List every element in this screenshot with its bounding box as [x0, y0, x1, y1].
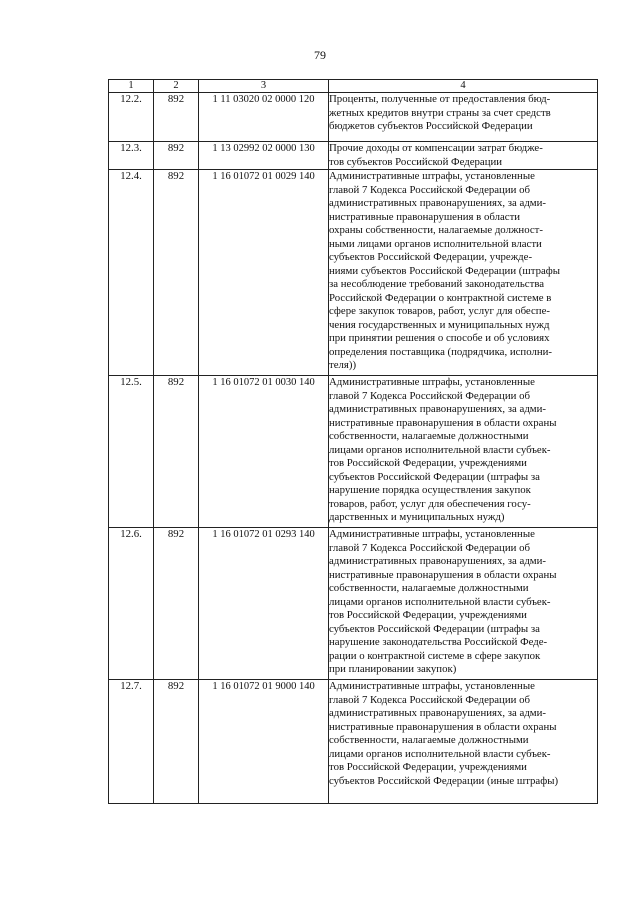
row-number-cell: 12.2.: [109, 93, 154, 142]
description-line: нистративные правонарушения в области охраны: [329, 720, 557, 733]
description-line: Проценты, полученные от предоставления бюд-: [329, 93, 551, 105]
description-line: главой 7 Кодекса Российской Федерации об: [329, 389, 530, 402]
description-line: нистративные правонарушения в области: [329, 210, 521, 223]
description-line: нистративные правонарушения в области охраны: [329, 416, 557, 429]
table-row: [109, 93, 598, 142]
budget-revenue-table: [108, 79, 598, 804]
description-line: тов Российской Федерации, учреждениями: [329, 761, 527, 773]
revenue-code-cell: 1 16 01072 01 9000 140: [199, 680, 329, 804]
table-header-row: [109, 80, 598, 93]
column-header-2: 2: [154, 80, 199, 93]
description-line: лицами органов исполнительной власти субъек-: [329, 443, 551, 456]
revenue-description-cell: [329, 170, 598, 376]
revenue-description-cell: [329, 142, 598, 170]
description-line: рации о контрактной системе в сфере закупок: [329, 649, 541, 662]
administrator-code-cell: 892: [154, 680, 199, 804]
row-number-cell: 12.4.: [109, 170, 154, 376]
description-line: собственности, налагаемые должностными: [329, 430, 529, 442]
table-row: [109, 376, 598, 528]
description-line: субъектов Российской Федерации (штрафы за: [329, 470, 540, 483]
description-line: чения государственных и муниципальных нужд: [329, 318, 550, 331]
description-line: бюджетов субъектов Российской Федерации: [329, 120, 533, 132]
revenue-description-cell: [329, 528, 598, 680]
description-line: за несоблюдение требований законодательства: [329, 278, 545, 290]
revenue-code-cell: 1 11 03020 02 0000 120: [199, 93, 329, 142]
description-line: Российской Федерации о контрактной системе в: [329, 291, 552, 304]
revenue-code-cell: 1 13 02992 02 0000 130: [199, 142, 329, 170]
description-line: жетных кредитов внутри страны за счет средств: [329, 106, 551, 119]
description-line: лицами органов исполнительной власти субъек-: [329, 595, 551, 608]
column-header-3: 3: [199, 80, 329, 93]
table-row: [109, 680, 598, 804]
description-line: административных правонарушениях, за адми-: [329, 197, 547, 209]
description-line: тов Российской Федерации, учреждениями: [329, 457, 527, 469]
description-line: собственности, налагаемые должностными: [329, 734, 529, 746]
column-header-1: 1: [109, 80, 154, 93]
description-line: административных правонарушениях, за адми-: [329, 403, 547, 415]
description-line: при планировании закупок): [329, 663, 457, 675]
description-line: Административные штрафы, установленные: [329, 376, 535, 388]
page-number: 79: [314, 48, 326, 62]
administrator-code-cell: 892: [154, 142, 199, 170]
description-line: Административные штрафы, установленные: [329, 528, 535, 540]
description-line: Административные штрафы, установленные: [329, 680, 535, 692]
description-line: дарственных и муниципальных нужд): [329, 511, 505, 523]
description-line: нистративные правонарушения в области охраны: [329, 568, 557, 581]
description-line: ниями субъектов Российской Федерации (штрафы: [329, 264, 561, 277]
row-number-cell: 12.5.: [109, 376, 154, 528]
revenue-description-cell: [329, 376, 598, 528]
description-line: лицами органов исполнительной власти субъек-: [329, 747, 551, 760]
revenue-code-cell: 1 16 01072 01 0030 140: [199, 376, 329, 528]
row-number-cell: 12.3.: [109, 142, 154, 170]
description-line: теля)): [329, 359, 357, 371]
description-line: субъектов Российской Федерации, учрежде-: [329, 251, 533, 263]
revenue-code-cell: 1 16 01072 01 0029 140: [199, 170, 329, 376]
description-line: нарушение законодательства Российской Феде-: [329, 636, 548, 648]
description-line: тов Российской Федерации, учреждениями: [329, 609, 527, 621]
description-line: собственности, налагаемые должностными: [329, 582, 529, 594]
description-line: субъектов Российской Федерации (штрафы за: [329, 622, 540, 635]
description-line: при принятии решения о способе и об условиях: [329, 332, 550, 344]
table-row: [109, 528, 598, 680]
description-line: нарушение порядка осуществления закупок: [329, 484, 531, 496]
description-line: определения поставщика (подрядчика, исполни-: [329, 345, 552, 358]
description-line: Административные штрафы, установленные: [329, 170, 535, 182]
description-line: главой 7 Кодекса Российской Федерации об: [329, 693, 530, 706]
column-header-4: 4: [329, 80, 598, 93]
description-line: сфере закупок товаров, работ, услуг для обеспе-: [329, 305, 550, 317]
revenue-description-cell: [329, 680, 598, 804]
description-line: ными лицами органов исполнительной власти: [329, 237, 542, 250]
table-body: [109, 93, 598, 804]
table-row: [109, 170, 598, 376]
description-line: главой 7 Кодекса Российской Федерации об: [329, 183, 530, 196]
description-line: тов субъектов Российской Федерации: [329, 155, 503, 168]
administrator-code-cell: 892: [154, 170, 199, 376]
revenue-description-cell: [329, 93, 598, 142]
description-line: административных правонарушениях, за адми-: [329, 707, 547, 719]
description-line: товаров, работ, услуг для обеспечения госу-: [329, 497, 531, 510]
revenue-code-cell: 1 16 01072 01 0293 140: [199, 528, 329, 680]
description-line: субъектов Российской Федерации (иные штрафы): [329, 774, 559, 787]
description-line: главой 7 Кодекса Российской Федерации об: [329, 541, 530, 554]
row-number-cell: 12.6.: [109, 528, 154, 680]
table-row: [109, 142, 598, 170]
row-number-cell: 12.7.: [109, 680, 154, 804]
description-line: административных правонарушениях, за адми-: [329, 555, 547, 567]
administrator-code-cell: 892: [154, 528, 199, 680]
description-line: охраны собственности, налагаемые должност-: [329, 224, 543, 236]
administrator-code-cell: 892: [154, 376, 199, 528]
description-line: Прочие доходы от компенсации затрат бюдже-: [329, 142, 543, 154]
administrator-code-cell: 892: [154, 93, 199, 142]
